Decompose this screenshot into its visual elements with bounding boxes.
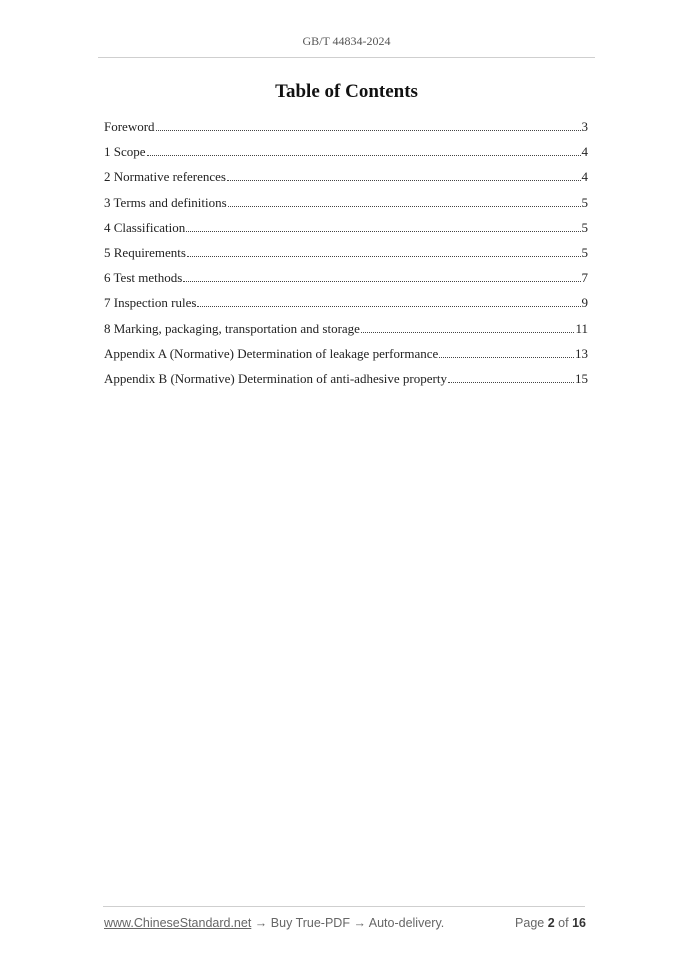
dot-leader	[183, 281, 580, 282]
site-link[interactable]: www.ChineseStandard.net	[104, 916, 252, 930]
toc-entry-marking-packaging[interactable]	[104, 320, 588, 345]
standard-code-header: GB/T 44834-2024	[302, 34, 391, 48]
toc-entry-label: 6 Test methods	[104, 270, 183, 286]
of-word: of	[558, 916, 569, 930]
current-page-number: 2	[547, 916, 555, 930]
toc-entry-label: Appendix A (Normative) Determination of leakage performance	[104, 345, 439, 361]
toc-entry-inspection-rules[interactable]	[104, 294, 588, 319]
toc-entry-page: 5	[581, 244, 588, 260]
toc-entry-normative-references[interactable]	[104, 168, 588, 193]
toc-entry-page: 3	[581, 119, 588, 134]
toc-entry-foreword[interactable]	[104, 118, 588, 143]
toc-entry-page: 9	[581, 295, 588, 311]
toc-entry-appendix-b[interactable]	[104, 370, 588, 395]
toc-entry-label: 5 Requirements	[104, 244, 186, 260]
toc-title: Table of Contents	[275, 81, 418, 102]
dot-leader	[227, 180, 581, 181]
toc-entry-appendix-a[interactable]	[104, 345, 588, 370]
dot-leader	[197, 306, 580, 307]
toc-entry-label: 7 Inspection rules	[104, 295, 197, 311]
toc-entry-page: 15	[575, 370, 588, 386]
toc-entry-page: 4	[581, 169, 588, 185]
toc-entry-label: Foreword	[104, 119, 155, 134]
arrow-right-icon: →	[353, 916, 366, 930]
footer-promo	[104, 916, 444, 930]
page-word: Page	[515, 916, 545, 930]
footer-divider	[103, 906, 585, 907]
total-pages-number: 16	[572, 916, 586, 930]
toc-entry-page: 4	[581, 144, 588, 160]
toc-entry-page: 11	[575, 320, 588, 336]
dot-leader	[361, 332, 575, 333]
dot-leader	[439, 357, 574, 358]
dot-leader	[147, 155, 581, 156]
toc-entry-label: Appendix B (Normative) Determination of anti-adhesive property	[104, 370, 447, 386]
toc-entry-page: 5	[581, 219, 588, 235]
dot-leader	[186, 231, 580, 232]
toc-entry-page: 7	[581, 270, 588, 286]
dot-leader	[187, 256, 581, 257]
toc-entry-test-methods[interactable]	[104, 269, 588, 294]
header-divider	[98, 57, 595, 58]
arrow-right-icon: →	[254, 916, 268, 930]
toc-entry-label: 8 Marking, packaging, transportation and storage	[104, 320, 360, 336]
dot-leader	[228, 206, 581, 207]
toc-entry-page: 13	[575, 345, 588, 361]
toc-entry-label: 4 Classification	[104, 219, 186, 235]
dot-leader	[156, 130, 581, 131]
toc-entry-label: 2 Normative references	[104, 169, 226, 185]
toc-entry-label: 1 Scope	[104, 144, 146, 160]
toc-entry-label: 3 Terms and definitions	[104, 194, 227, 210]
toc-entry-terms-and-definitions[interactable]	[104, 194, 588, 219]
toc-entry-requirements[interactable]	[104, 244, 588, 269]
toc-entry-classification[interactable]	[104, 219, 588, 244]
toc-entry-page: 5	[581, 194, 588, 210]
page-indicator	[515, 916, 586, 930]
toc-entry-scope[interactable]	[104, 143, 588, 168]
dot-leader	[448, 382, 574, 383]
auto-delivery-text: Auto-delivery.	[368, 916, 445, 930]
table-of-contents	[104, 118, 588, 395]
buy-true-pdf-text: Buy True-PDF	[270, 916, 350, 930]
